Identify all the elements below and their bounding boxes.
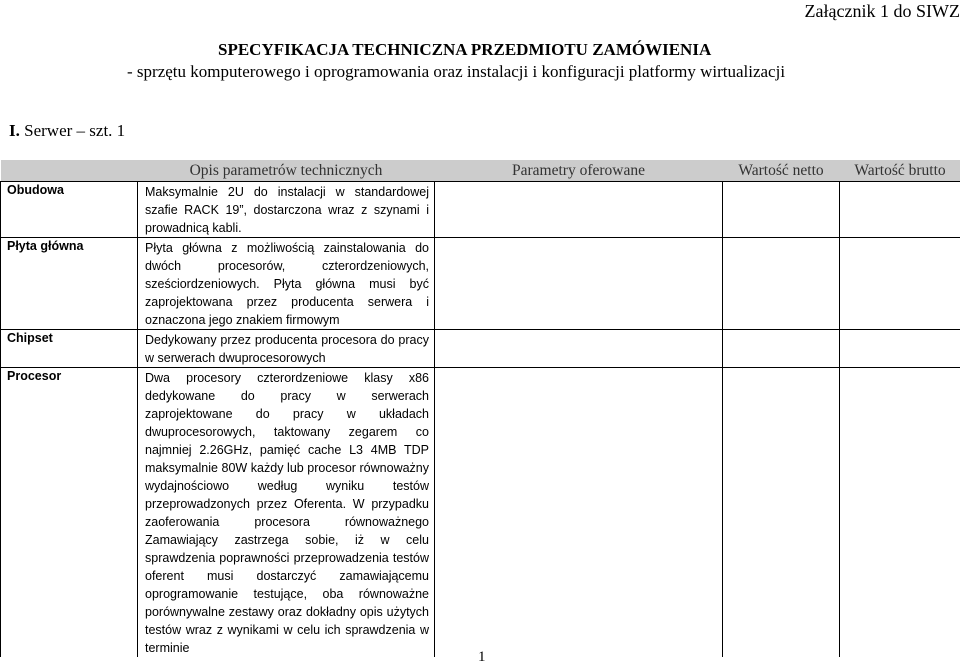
header-spacer — [1, 160, 138, 182]
param-name: Płyta główna — [1, 238, 138, 330]
page-number: 1 — [478, 649, 486, 666]
offered-cell[interactable] — [435, 238, 723, 330]
net-value-cell[interactable] — [723, 368, 840, 658]
document-subtitle: - sprzętu komputerowego i oprogramowania oraz instalacji i konfiguracji platformy wirtualizacji — [127, 62, 785, 82]
offered-cell[interactable] — [435, 368, 723, 658]
table-row — [1, 330, 960, 368]
header-params: Opis parametrów technicznych — [138, 160, 435, 182]
param-name: Chipset — [1, 330, 138, 368]
header-gross: Wartość brutto — [840, 160, 960, 182]
section-name: Serwer — [24, 121, 72, 140]
param-name: Procesor — [1, 368, 138, 658]
net-value-cell[interactable] — [723, 238, 840, 330]
param-description: Płyta główna z możliwością zainstalowania do dwóch procesorów, czterordzeniowych, sześciordzeniowych. Płyta główna musi być zaprojektowana przez producenta serwera i oznaczona jego znakiem firmowym — [138, 238, 435, 330]
section-quantity: szt. 1 — [89, 121, 125, 140]
header-net: Wartość netto — [723, 160, 840, 182]
param-description: Maksymalnie 2U do instalacji w standardowej szafie RACK 19”, dostarczona wraz z szynami i prowadnicą kabli. — [138, 182, 435, 238]
document-title: SPECYFIKACJA TECHNICZNA PRZEDMIOTU ZAMÓWIENIA — [218, 40, 711, 60]
gross-value-cell[interactable] — [840, 238, 960, 330]
header-offered: Parametry oferowane — [435, 160, 723, 182]
annex-label: Załącznik 1 do SIWZ — [700, 0, 960, 22]
section-heading — [9, 121, 125, 141]
table-row — [1, 238, 960, 330]
gross-value-cell[interactable] — [840, 330, 960, 368]
param-description: Dedykowany przez producenta procesora do pracy w serwerach dwuprocesorowych — [138, 330, 435, 368]
table-header-row — [1, 160, 960, 182]
gross-value-cell[interactable] — [840, 368, 960, 658]
section-separator: – — [77, 121, 86, 140]
net-value-cell[interactable] — [723, 330, 840, 368]
net-value-cell[interactable] — [723, 182, 840, 238]
offered-cell[interactable] — [435, 330, 723, 368]
table-row — [1, 182, 960, 238]
param-description: Dwa procesory czterordzeniowe klasy x86 dedykowane do pracy w serwerach zaprojektowane do pracy w układach dwuprocesorowych, taktowany zegarem co najmniej 2.26GHz, pamięć cache L3 4MB TDP maksymalnie 80W każdy lub procesor równoważny wydajnościowo według wyniku testów przeprowadzonych przez Oferenta. W przypadku zaoferowania procesora równoważnego Zamawiający zastrzega sobie, iż w celu sprawdzenia poprawności przeprowadzenia testów oferent musi dostarczyć zamawiającemu oprogramowanie testujące, oba równoważne porównywalne zestawy oraz dokładny opis użytych testów wraz z wynikami w celu ich sprawdzenia w terminie — [138, 368, 435, 658]
table-row — [1, 368, 960, 658]
gross-value-cell[interactable] — [840, 182, 960, 238]
param-name: Obudowa — [1, 182, 138, 238]
section-number: I. — [9, 121, 20, 140]
spec-table — [0, 160, 960, 657]
offered-cell[interactable] — [435, 182, 723, 238]
